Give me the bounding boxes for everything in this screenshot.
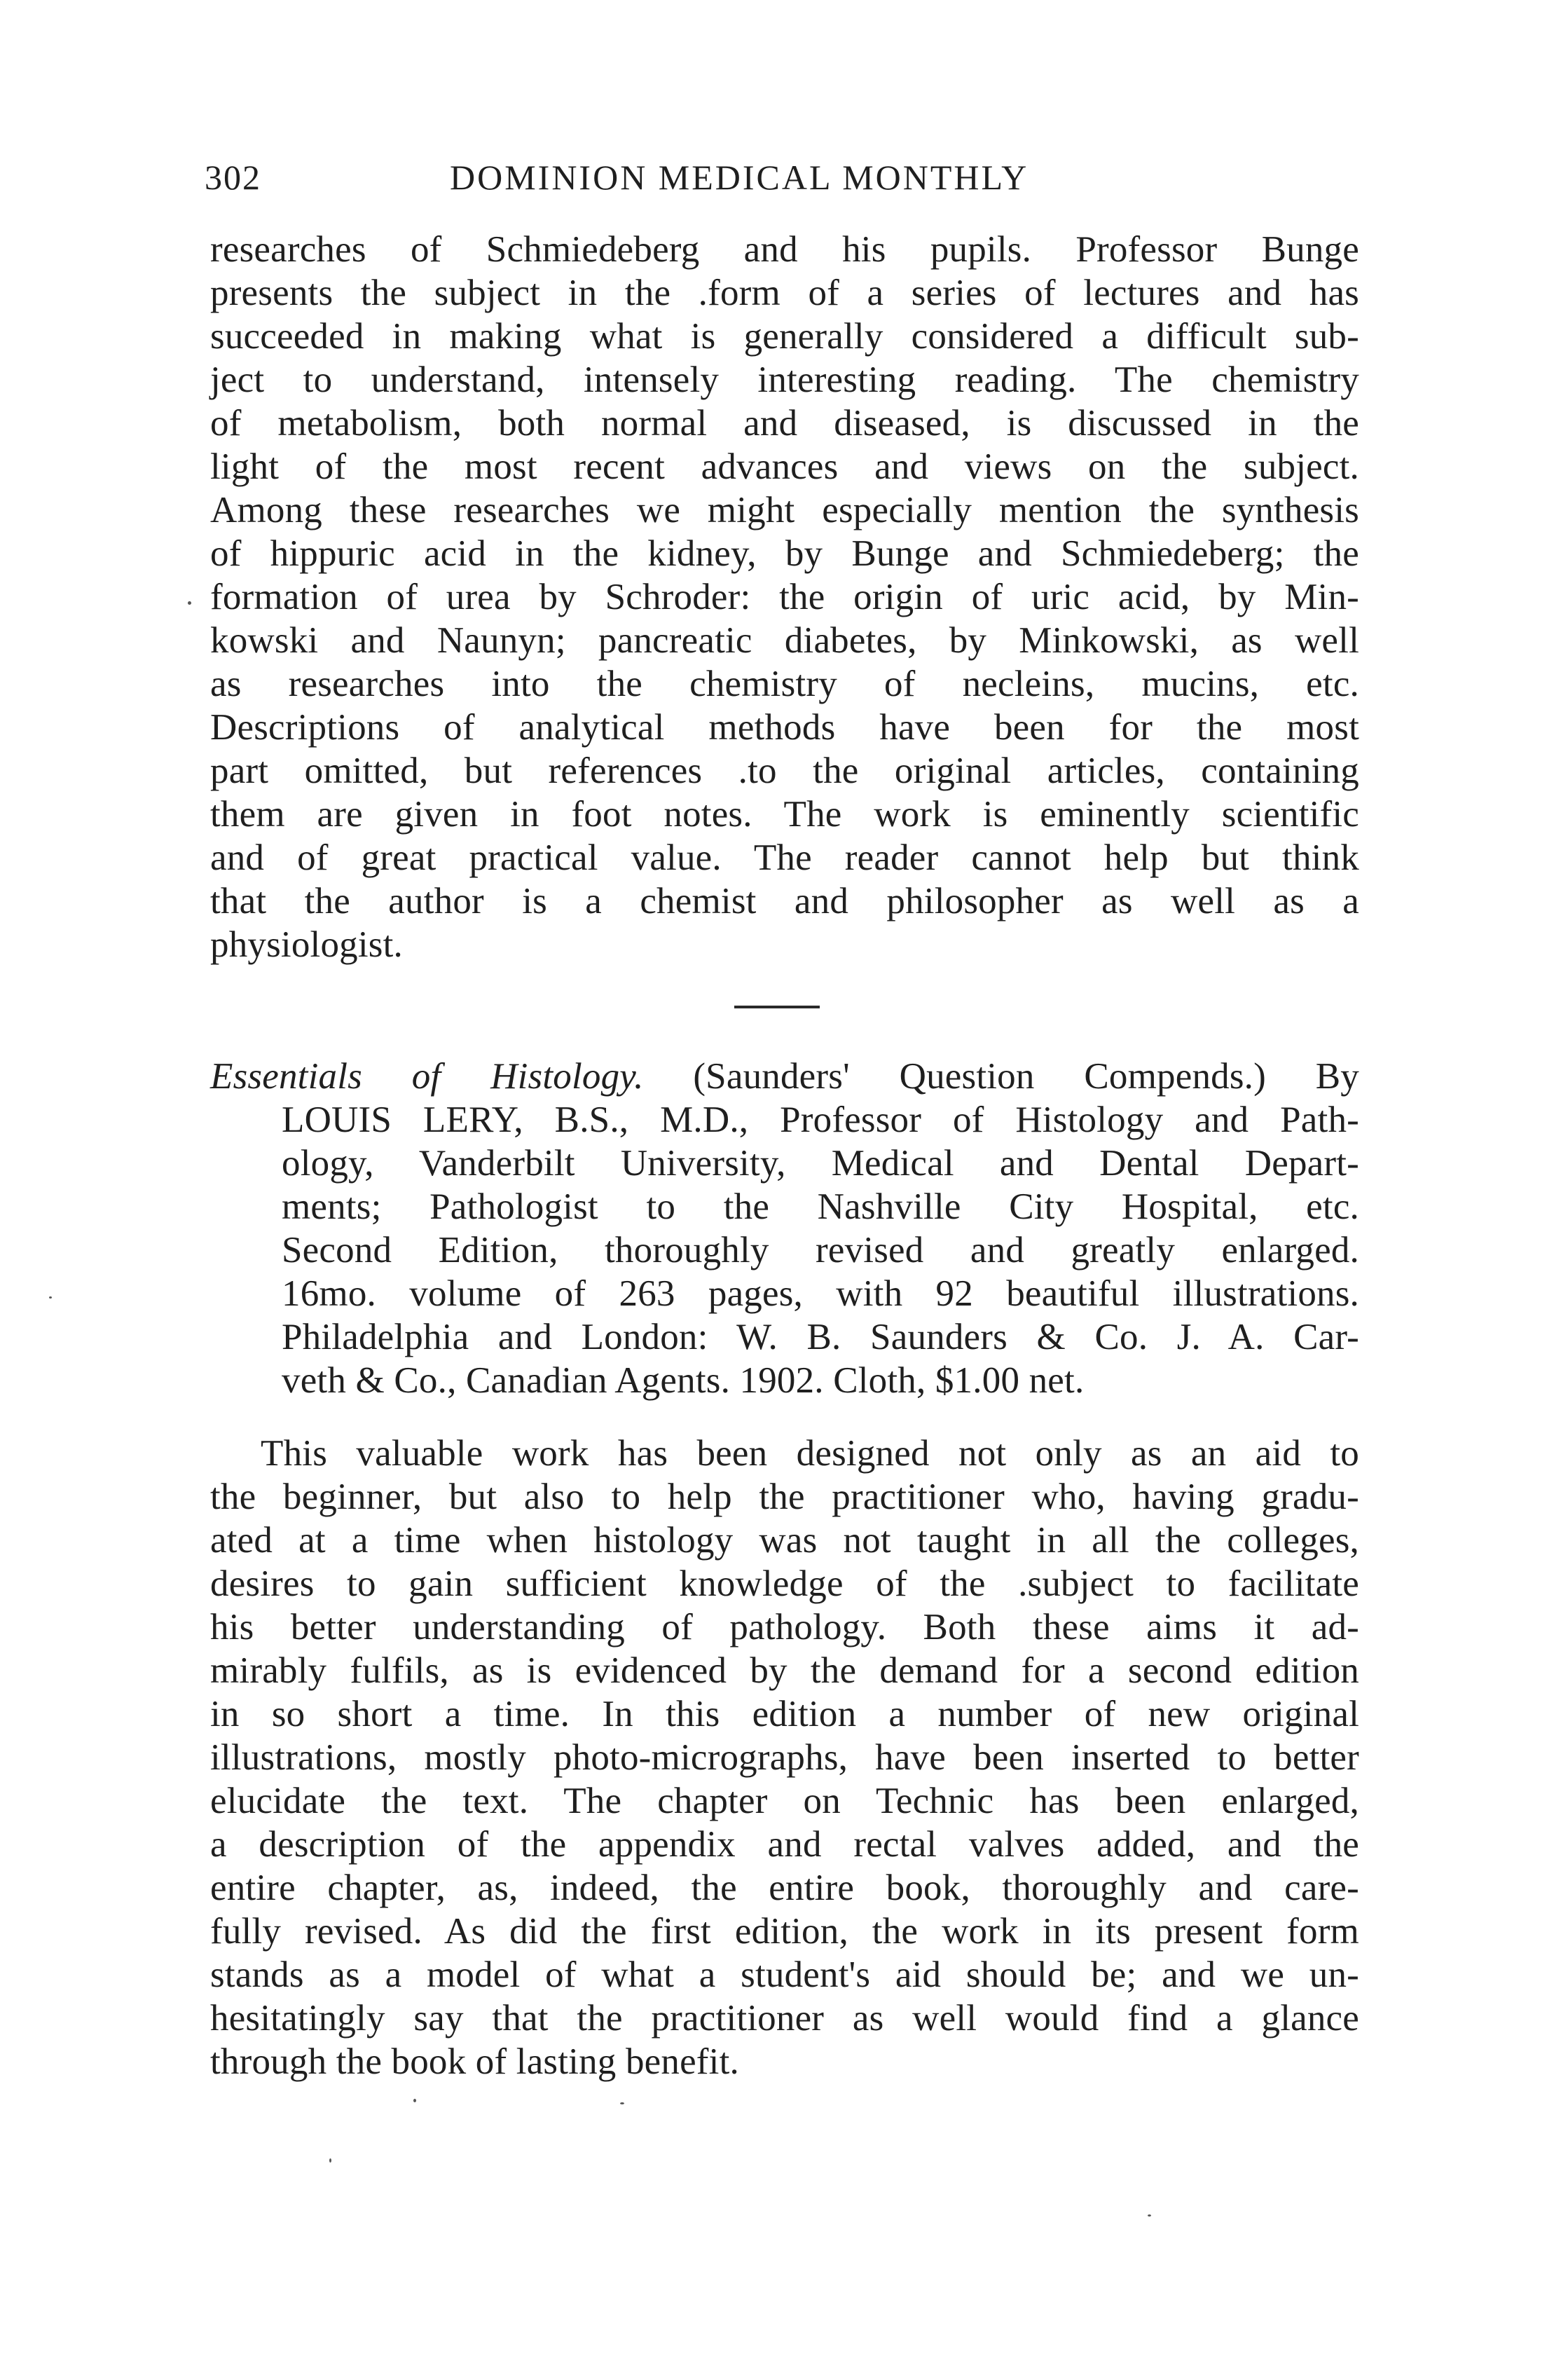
text-line: hesitatingly say that the practitioner as well would find a glance bbox=[210, 1998, 1359, 2039]
text-line: of metabolism, both normal and diseased, is discussed in the bbox=[210, 403, 1359, 444]
text-line: formation of urea by Schroder: the origin of uric acid, by Min- bbox=[210, 577, 1359, 617]
book-title: Essentials of Histology. bbox=[210, 1056, 644, 1097]
scan-speck bbox=[620, 2102, 624, 2104]
text-line: Second Edition, thoroughly revised and greatly enlarged. bbox=[282, 1230, 1359, 1270]
text-line: stands as a model of what a student's aid should be; and we un- bbox=[210, 1954, 1359, 1995]
text-line: his better understanding of pathology. Both these aims it ad- bbox=[210, 1607, 1359, 1648]
text-line: This valuable work has been designed not only as an aid to bbox=[261, 1433, 1359, 1474]
text-line: through the book of lasting benefit. bbox=[210, 2041, 739, 2082]
text-line: Philadelphia and London: W. B. Saunders & Co. J. A. Car- bbox=[282, 1317, 1359, 1357]
text-line: ments; Pathologist to the Nashville City Hospital, etc. bbox=[282, 1186, 1359, 1227]
text-line: veth & Co., Canadian Agents. 1902. Cloth, $1.00 net. bbox=[282, 1360, 1085, 1401]
text-line: part omitted, but references .to the original articles, containing bbox=[210, 751, 1359, 791]
section-divider bbox=[734, 1006, 820, 1008]
text-line: ated at a time when histology was not taught in all the colleges, bbox=[210, 1520, 1359, 1561]
text-line: light of the most recent advances and views on the subject. bbox=[210, 446, 1359, 487]
page-number: 302 bbox=[205, 158, 261, 197]
scan-speck bbox=[188, 601, 191, 605]
text-line: physiologist. bbox=[210, 924, 404, 965]
text-line: fully revised. As did the first edition, the work in its present form bbox=[210, 1911, 1359, 1952]
text-line: ology, Vanderbilt University, Medical and Dental Depart- bbox=[282, 1143, 1359, 1184]
scan-speck bbox=[1148, 2214, 1151, 2217]
reference-first-line bbox=[210, 1055, 1359, 1098]
text-line: mirably fulfils, as is evidenced by the demand for a second edition bbox=[210, 1650, 1359, 1691]
text-line: elucidate the text. The chapter on Technic has been enlarged, bbox=[210, 1781, 1359, 1821]
text-line: kowski and Naunyn; pancreatic diabetes, by Minkowski, as well bbox=[210, 620, 1359, 661]
running-title: DOMINION MEDICAL MONTHLY bbox=[450, 158, 1029, 197]
page-header bbox=[205, 157, 1359, 213]
text-line: succeeded in making what is generally considered a difficult sub- bbox=[210, 316, 1359, 357]
text-line: Descriptions of analytical methods have been for the most bbox=[210, 707, 1359, 748]
text-line: the beginner, but also to help the practitioner who, having gradu- bbox=[210, 1477, 1359, 1517]
reference-first-line-rest: (Saunders' Question Compends.) By bbox=[693, 1056, 1359, 1097]
scan-speck bbox=[413, 2099, 416, 2102]
scan-speck bbox=[49, 1296, 52, 1299]
text-line: LOUIS LERY, B.S., M.D., Professor of Histology and Path- bbox=[282, 1100, 1359, 1140]
text-line: them are given in foot notes. The work is eminently scientific bbox=[210, 794, 1359, 835]
text-line: ject to understand, intensely interesting reading. The chemistry bbox=[210, 359, 1359, 400]
text-line: of hippuric acid in the kidney, by Bunge and Schmiedeberg; the bbox=[210, 533, 1359, 574]
text-line: entire chapter, as, indeed, the entire book, thoroughly and care- bbox=[210, 1868, 1359, 1908]
text-line: a description of the appendix and rectal valves added, and the bbox=[210, 1824, 1359, 1865]
text-line: Among these researches we might especially mention the synthesis bbox=[210, 490, 1359, 530]
text-line: as researches into the chemistry of necleins, mucins, etc. bbox=[210, 664, 1359, 704]
text-line: 16mo. volume of 263 pages, with 92 beautiful illustrations. bbox=[282, 1273, 1359, 1314]
text-line: that the author is a chemist and philosopher as well as a bbox=[210, 881, 1359, 922]
text-line: illustrations, mostly photo-micrographs, have been inserted to better bbox=[210, 1737, 1359, 1778]
scan-speck bbox=[329, 2158, 331, 2163]
text-line: presents the subject in the .form of a series of lectures and has bbox=[210, 273, 1359, 313]
text-line: in so short a time. In this edition a number of new original bbox=[210, 1694, 1359, 1734]
text-line: and of great practical value. The reader cannot help but think bbox=[210, 837, 1359, 878]
text-line: researches of Schmiedeberg and his pupils. Professor Bunge bbox=[210, 229, 1359, 270]
text-line: desires to gain sufficient knowledge of the .subject to facilitate bbox=[210, 1563, 1359, 1604]
